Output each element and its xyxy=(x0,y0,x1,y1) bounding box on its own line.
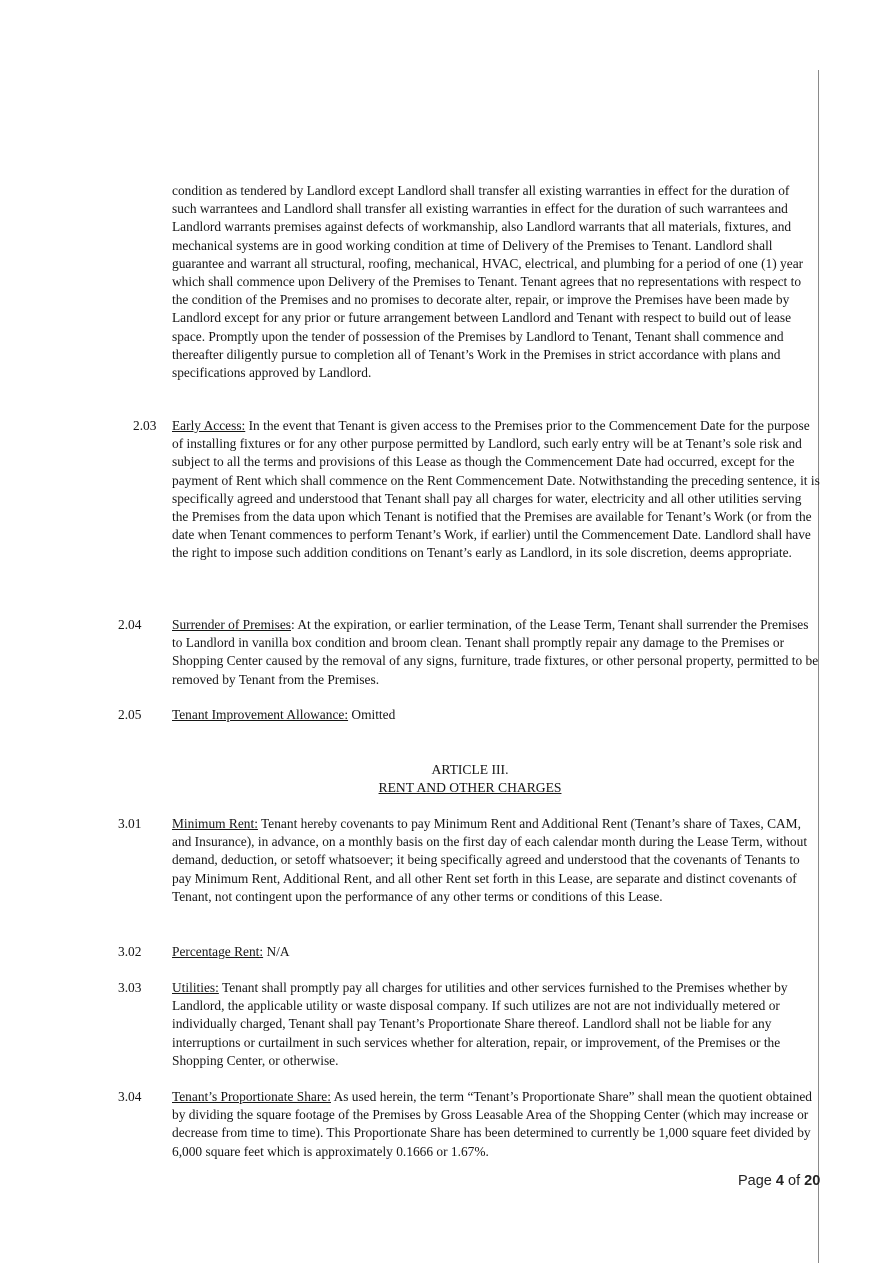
section-text: Tenant shall promptly pay all charges for utilities and other services furnished to the Premises whether by Landlord, the applicable utility or waste disposal company. If such utilizes are not are not individually metered or individually charged, Tenant shall pay Tenant’s Proportionate Share thereof. Landlord shall not be liable for any interruptions or curtailment in such services whether for alteration, repair, or improvement, of the Premises or the Shopping Center, or otherwise. xyxy=(172,980,788,1068)
section-number: 3.04 xyxy=(118,1089,142,1104)
section-number: 2.04 xyxy=(118,617,142,632)
section-3-02 xyxy=(172,943,820,961)
section-heading: Early Access: xyxy=(172,418,246,433)
section-heading: Tenant’s Proportionate Share: xyxy=(172,1089,331,1104)
section-number: 3.02 xyxy=(118,944,142,959)
section-2-05 xyxy=(172,706,820,724)
article-subtitle xyxy=(172,779,768,797)
section-3-01 xyxy=(172,815,820,906)
section-text: : At the expiration, or earlier termination, of the Lease Term, Tenant shall surrender the Premises to Landlord in vanilla box condition and broom clean. Tenant shall promptly repair any damage to the Premises or Shopping Center caused by the removal of any signs, furniture, trade fixtures, or other personal property, permitted to be removed by Tenant from the Premises. xyxy=(172,617,819,687)
section-2-03 xyxy=(172,417,820,563)
article-subtitle-text: RENT AND OTHER CHARGES xyxy=(378,780,562,795)
footer-middle: of xyxy=(783,1173,805,1189)
footer-prefix: Page xyxy=(738,1173,776,1189)
section-heading: Percentage Rent: xyxy=(172,944,264,959)
section-heading: Tenant Improvement Allowance: xyxy=(172,707,349,722)
article-title: ARTICLE III. xyxy=(431,762,509,777)
section-text: In the event that Tenant is given access to the Premises prior to the Commencement Date for the purpose of installing fixtures or for any other purpose permitted by Landlord, such early entry will be at Tenant’s sole risk and subject to all the terms and provisions of this Lease as though the Commencement Date had occurred, except for the payment of Rent which shall commence on the Rent Commencement Date. Notwithstanding the preceding sentence, it is specifically agreed and understood that Tenant shall pay all charges for water, electricity and all other utilities serving the Premises from the data upon which Tenant is notified that the Premises are available for Tenant’s Work (or from the date when Tenant commences to perform Tenant’s Work, if earlier) until the Commencement Date. Landlord shall have the right to impose such addition conditions on Tenant’s early as Landlord, in its sole discretion, deems appropriate. xyxy=(172,418,820,561)
section-heading: Minimum Rent: xyxy=(172,816,258,831)
page-number-footer xyxy=(738,1173,820,1189)
section-text: As used herein, the term “Tenant’s Proportionate Share” shall mean the quotient obtained by dividing the square footage of the Premises by Gross Leasable Area of the Shopping Center (which may increase or decrease from time to time). This Proportionate Share has been determined to currently be 1,000 square feet divided by 6,000 square feet which is approximately 0.1666 or 1.67%. xyxy=(172,1089,812,1159)
section-3-03 xyxy=(172,979,820,1070)
section-2-04 xyxy=(172,616,820,689)
section-number: 3.01 xyxy=(118,816,142,831)
section-number: 3.03 xyxy=(118,980,142,995)
section-text: Omitted xyxy=(348,707,396,722)
continuation-paragraph: condition as tendered by Landlord except Landlord shall transfer all existing warranties in effect for the duration of such warrantees and Landlord shall transfer all existing warranties in effect for the duration of such warrantees and Landlord warrants premises against defects of workmanship, also Landlord warrants that all materials, fixtures, and mechanical systems are in good working condition at time of Delivery of the Premises to Tenant. Landlord shall guarantee and warrant all structural, roofing, mechanical, HVAC, electrical, and plumbing for a period of one (1) year which shall commence upon Delivery of the Premises to Tenant. Tenant agrees that no representations with respect to the condition of the Premises and no promises to decorate alter, repair, or improve the Premises have been made by Landlord except for any prior or future arrangement between Landlord and Tenant with respect to build out of lease space. Promptly upon the tender of possession of the Premises by Landlord to Tenant, Tenant shall commence and thereafter diligently pursue to completion all of Tenant’s Work in the Premises in strict accordance with plans and specifications approved by Landlord. xyxy=(172,183,804,381)
section-text: Tenant hereby covenants to pay Minimum Rent and Additional Rent (Tenant’s share of Taxes, CAM, and Insurance), in advance, on a monthly basis on the first day of each calendar month during the Lease Term, without demand, deduction, or setoff whatsoever; it being specifically agreed and understood that the covenants of Tenants to pay Minimum Rent, Additional Rent, and all other Rent set forth in this Lease, are separate and distinct covenants of Tenant, not contingent upon the performance of any other terms or conditions of this Lease. xyxy=(172,816,808,904)
footer-total-pages: 20 xyxy=(804,1173,821,1189)
footer-current-page: 4 xyxy=(775,1173,784,1189)
section-text: N/A xyxy=(263,944,290,959)
section-number: 2.03 xyxy=(133,418,157,433)
section-heading: Surrender of Premises xyxy=(172,617,291,632)
section-heading: Utilities: xyxy=(172,980,219,995)
section-3-04 xyxy=(172,1088,820,1161)
section-number: 2.05 xyxy=(118,707,142,722)
